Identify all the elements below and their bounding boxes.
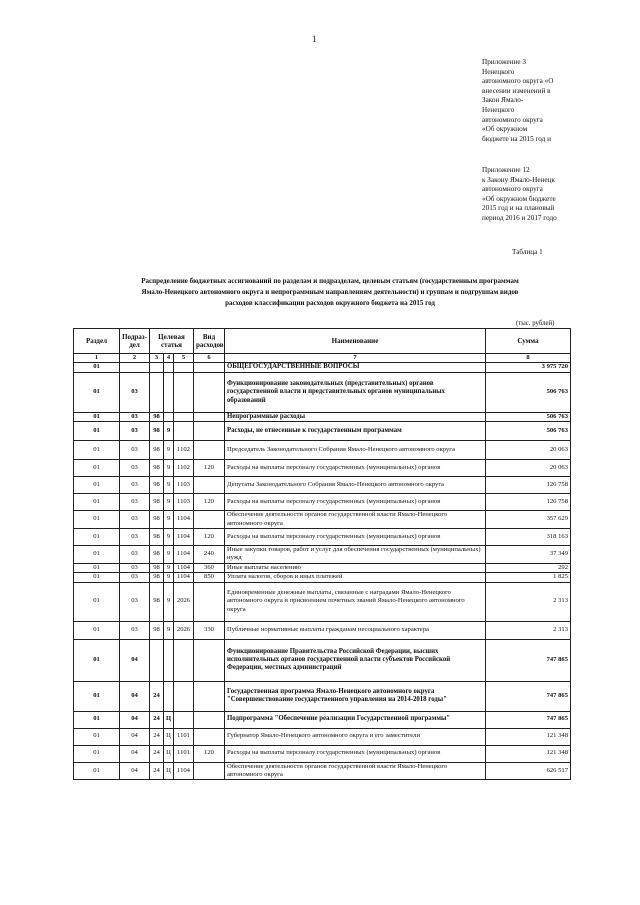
cell-subprogram: 9	[164, 529, 174, 546]
appendix-line: Закон Ямало-	[482, 96, 524, 105]
cell-sum: 20 063	[486, 460, 571, 477]
cell-subprogram: 9	[164, 546, 174, 564]
cell-sum: 292	[486, 563, 571, 572]
cell-direction: 1102	[174, 441, 194, 460]
cell-program: 24	[150, 711, 164, 728]
cell-name: Обеспечение деятельности органов государственной власти Ямало-Ненецкого автономного округа	[225, 511, 486, 529]
cell-podrazdel: 04	[120, 745, 150, 762]
budget-table	[73, 328, 571, 780]
cell-subprogram	[164, 412, 174, 421]
cell-name: ОБЩЕГОСУДАРСТВЕННЫЕ ВОПРОСЫ	[225, 363, 486, 372]
cell-direction	[174, 681, 194, 711]
cell-program: 98	[150, 546, 164, 564]
cell-subprogram	[164, 681, 174, 711]
cell-name: Публичные нормативные выплаты гражданам несоциального характера	[225, 621, 486, 639]
col-number: 1	[74, 354, 120, 363]
cell-direction	[174, 711, 194, 728]
cell-program	[150, 639, 164, 681]
cell-razdel: 01	[74, 529, 120, 546]
cell-podrazdel: 03	[120, 546, 150, 564]
cell-vid: 330	[194, 621, 225, 639]
cell-sum: 506 763	[486, 372, 571, 412]
title-line: Ямало-Ненецкого автономного округа и непрограммным направлениям деятельности) и группам и подгруппам видов	[141, 288, 519, 296]
cell-podrazdel: 03	[120, 621, 150, 639]
header-celevaya: Целевая статья	[150, 329, 194, 354]
cell-subprogram: 9	[164, 477, 174, 494]
column-number-row	[74, 354, 571, 363]
col-number: 5	[174, 354, 194, 363]
cell-name: Единовременные денежные выплаты, связанные с наградами Ямало-Ненецкого автономного округа и присвоением почетных званий Ямало-Ненецкого автономного округа	[225, 582, 486, 621]
cell-sum: 126 758	[486, 477, 571, 494]
cell-direction: 2026	[174, 582, 194, 621]
cell-direction: 1103	[174, 494, 194, 511]
cell-name: Обеспечение деятельности органов государственной власти Ямало-Ненецкого автономного округа	[225, 762, 486, 780]
header-vid: Вид расходов	[194, 329, 225, 354]
appendix-line: Приложение 3	[482, 58, 526, 66]
cell-program: 98	[150, 460, 164, 477]
table-label: Таблица 1	[512, 248, 543, 256]
cell-name: Расходы на выплаты персоналу государственных (муниципальных) органов	[225, 529, 486, 546]
table-row	[74, 477, 571, 494]
appendix-line: Приложение 12	[482, 166, 530, 174]
col-number: 8	[486, 354, 571, 363]
cell-razdel: 01	[74, 573, 120, 582]
cell-vid	[194, 511, 225, 529]
cell-podrazdel: 03	[120, 412, 150, 421]
table-row	[74, 460, 571, 477]
page-number: 1	[312, 34, 317, 44]
cell-razdel: 01	[74, 621, 120, 639]
cell-vid	[194, 412, 225, 421]
cell-sum: 20 063	[486, 441, 571, 460]
cell-sum: 506 763	[486, 422, 571, 441]
appendix-12-note	[482, 166, 632, 224]
cell-vid: 120	[194, 745, 225, 762]
appendix-line: автономного округа	[482, 185, 543, 194]
cell-podrazdel: 03	[120, 494, 150, 511]
cell-program: 98	[150, 529, 164, 546]
table-row	[74, 728, 571, 745]
cell-sum: 3 975 720	[486, 363, 571, 372]
table-row	[74, 529, 571, 546]
cell-podrazdel: 03	[120, 477, 150, 494]
cell-program: 98	[150, 422, 164, 441]
cell-sum: 2 313	[486, 621, 571, 639]
cell-sum: 747 865	[486, 681, 571, 711]
cell-program: 98	[150, 573, 164, 582]
appendix-line: «Об окружном	[482, 125, 528, 134]
appendix-line: период 2016 и 2017 годо	[482, 213, 557, 222]
cell-subprogram	[164, 363, 174, 372]
cell-vid: 120	[194, 460, 225, 477]
cell-sum: 318 163	[486, 529, 571, 546]
cell-podrazdel: 04	[120, 639, 150, 681]
table-row	[74, 494, 571, 511]
cell-subprogram: Ц	[164, 711, 174, 728]
table-row	[74, 422, 571, 441]
cell-razdel: 01	[74, 728, 120, 745]
cell-direction	[174, 372, 194, 412]
cell-razdel: 01	[74, 372, 120, 412]
cell-razdel: 01	[74, 460, 120, 477]
cell-subprogram: 9	[164, 582, 174, 621]
cell-program	[150, 363, 164, 372]
cell-razdel: 01	[74, 745, 120, 762]
header-sum: Сумма	[486, 329, 571, 354]
cell-program: 98	[150, 477, 164, 494]
cell-razdel: 01	[74, 422, 120, 441]
table-row	[74, 621, 571, 639]
col-number: 6	[194, 354, 225, 363]
table-row	[74, 363, 571, 372]
cell-podrazdel: 03	[120, 582, 150, 621]
cell-name: Расходы на выплаты персоналу государственных (муниципальных) органов	[225, 494, 486, 511]
cell-program: 98	[150, 563, 164, 572]
cell-name: Расходы на выплаты персоналу государственных (муниципальных) органов	[225, 460, 486, 477]
cell-podrazdel: 03	[120, 460, 150, 477]
table-header-row	[74, 329, 571, 354]
table-row	[74, 639, 571, 681]
document-title	[80, 276, 580, 309]
cell-vid	[194, 711, 225, 728]
cell-name: Депутаты Законодательного Собрания Ямало-Ненецкого автономного округа	[225, 477, 486, 494]
cell-podrazdel: 03	[120, 441, 150, 460]
cell-direction: 1103	[174, 477, 194, 494]
cell-subprogram: 9	[164, 563, 174, 572]
cell-program: 98	[150, 494, 164, 511]
cell-vid	[194, 477, 225, 494]
cell-vid	[194, 582, 225, 621]
cell-podrazdel: 04	[120, 711, 150, 728]
cell-name: Иные закупки товаров, работ и услуг для обеспечения государственных (муниципальных) нужд	[225, 546, 486, 564]
cell-subprogram: Ц	[164, 745, 174, 762]
col-number: 7	[225, 354, 486, 363]
cell-razdel: 01	[74, 563, 120, 572]
header-razdel: Раздел	[74, 329, 120, 354]
cell-program: 98	[150, 582, 164, 621]
cell-podrazdel: 04	[120, 762, 150, 780]
cell-vid	[194, 762, 225, 780]
appendix-line: бюджете на 2015 год и	[482, 134, 551, 143]
cell-direction: 1104	[174, 511, 194, 529]
header-podrazdel: Подраз-дел	[120, 329, 150, 354]
cell-podrazdel: 03	[120, 372, 150, 412]
col-number: 2	[120, 354, 150, 363]
cell-razdel: 01	[74, 762, 120, 780]
table-row	[74, 681, 571, 711]
cell-razdel: 01	[74, 477, 120, 494]
cell-podrazdel: 04	[120, 681, 150, 711]
cell-name: Председатель Законодательного Собрания Ямало-Ненецкого автономного округа	[225, 441, 486, 460]
title-line: расходов классификации расходов окружного бюджета на 2015 год	[225, 299, 435, 307]
cell-podrazdel: 03	[120, 573, 150, 582]
cell-sum: 2 313	[486, 582, 571, 621]
cell-podrazdel: 03	[120, 422, 150, 441]
table-row	[74, 412, 571, 421]
cell-direction: 1101	[174, 745, 194, 762]
appendix-line: автономного округа «О	[482, 77, 554, 86]
cell-subprogram	[164, 372, 174, 412]
header-name: Наименование	[225, 329, 486, 354]
cell-sum: 747 865	[486, 639, 571, 681]
cell-razdel: 01	[74, 511, 120, 529]
cell-vid: 360	[194, 563, 225, 572]
cell-program: 98	[150, 441, 164, 460]
cell-sum: 37 349	[486, 546, 571, 564]
cell-razdel: 01	[74, 711, 120, 728]
cell-podrazdel: 03	[120, 529, 150, 546]
appendix-line: Ненецкого	[482, 67, 515, 76]
cell-vid: 240	[194, 546, 225, 564]
cell-sum: 506 763	[486, 412, 571, 421]
table-body	[74, 363, 571, 780]
table-row	[74, 441, 571, 460]
cell-subprogram: Ц	[164, 728, 174, 745]
cell-direction: 1104	[174, 573, 194, 582]
cell-program: 98	[150, 621, 164, 639]
cell-program: 98	[150, 412, 164, 421]
cell-vid	[194, 639, 225, 681]
cell-subprogram: 9	[164, 621, 174, 639]
cell-podrazdel: 03	[120, 563, 150, 572]
table-row	[74, 762, 571, 780]
cell-name: Расходы, не отнесенные к государственным программам	[225, 422, 486, 441]
cell-subprogram: 9	[164, 573, 174, 582]
cell-program	[150, 372, 164, 412]
table-row	[74, 745, 571, 762]
cell-subprogram: 9	[164, 511, 174, 529]
cell-program: 98	[150, 511, 164, 529]
cell-name: Губернатор Ямало-Ненецкого автономного округа и его заместители	[225, 728, 486, 745]
cell-name: Функционирование законодательных (представительных) органов государственной власти и представительных органов муниципальных образований	[225, 372, 486, 412]
table-row	[74, 546, 571, 564]
cell-subprogram: 9	[164, 422, 174, 441]
cell-vid	[194, 728, 225, 745]
cell-name: Уплата налогов, сборов и иных платежей	[225, 573, 486, 582]
cell-sum: 121 348	[486, 728, 571, 745]
appendix-line: автономного округа	[482, 115, 543, 124]
cell-sum: 747 865	[486, 711, 571, 728]
cell-sum: 626 517	[486, 762, 571, 780]
cell-razdel: 01	[74, 639, 120, 681]
table-row	[74, 372, 571, 412]
cell-subprogram	[164, 639, 174, 681]
cell-program: 24	[150, 728, 164, 745]
cell-sum: 1 825	[486, 573, 571, 582]
cell-program: 24	[150, 762, 164, 780]
table-row	[74, 511, 571, 529]
cell-vid: 850	[194, 573, 225, 582]
cell-name: Государственная программа Ямало-Ненецкого автономного округа "Совершенствование государственного управления на 2014-2018 годы"	[225, 681, 486, 711]
cell-vid	[194, 681, 225, 711]
appendix-line: 2015 год и на плановый	[482, 204, 555, 213]
cell-podrazdel: 03	[120, 511, 150, 529]
cell-direction	[174, 639, 194, 681]
cell-direction	[174, 412, 194, 421]
table-row	[74, 573, 571, 582]
units-note: (тыс. рублей)	[516, 320, 555, 327]
cell-subprogram: 9	[164, 441, 174, 460]
table-row	[74, 582, 571, 621]
cell-name: Иные выплаты населению	[225, 563, 486, 572]
cell-sum: 121 348	[486, 745, 571, 762]
cell-vid	[194, 363, 225, 372]
appendix-line: к Закону Ямало-Ненецк	[482, 175, 555, 184]
cell-razdel: 01	[74, 412, 120, 421]
cell-razdel: 01	[74, 494, 120, 511]
cell-vid: 120	[194, 494, 225, 511]
appendix-3-note	[482, 58, 632, 144]
cell-name: Непрограммные расходы	[225, 412, 486, 421]
cell-direction: 1104	[174, 546, 194, 564]
col-number: 3	[150, 354, 164, 363]
cell-subprogram: Ц	[164, 762, 174, 780]
cell-razdel: 01	[74, 363, 120, 372]
cell-direction: 1104	[174, 563, 194, 572]
cell-direction: 1104	[174, 529, 194, 546]
cell-subprogram: 9	[164, 494, 174, 511]
appendix-line: Ненецкого	[482, 105, 515, 114]
col-number: 4	[164, 354, 174, 363]
cell-vid: 120	[194, 529, 225, 546]
cell-direction: 1101	[174, 728, 194, 745]
cell-program: 24	[150, 745, 164, 762]
cell-vid	[194, 422, 225, 441]
cell-razdel: 01	[74, 546, 120, 564]
cell-direction: 2026	[174, 621, 194, 639]
cell-podrazdel: 04	[120, 728, 150, 745]
cell-razdel: 01	[74, 681, 120, 711]
cell-direction: 1102	[174, 460, 194, 477]
cell-name: Расходы на выплаты персоналу государственных (муниципальных) органов	[225, 745, 486, 762]
table-row	[74, 563, 571, 572]
cell-direction	[174, 422, 194, 441]
appendix-line: внесении изменений в	[482, 86, 551, 95]
cell-podrazdel	[120, 363, 150, 372]
cell-name: Функционирование Правительства Российской Федерации, высших исполнительных органов государственной власти субъектов Российской Федерации, местных администраций	[225, 639, 486, 681]
cell-program: 24	[150, 681, 164, 711]
cell-direction	[174, 363, 194, 372]
cell-subprogram: 9	[164, 460, 174, 477]
appendix-line: «Об окружном бюджете	[482, 194, 556, 203]
cell-vid	[194, 372, 225, 412]
table-row	[74, 711, 571, 728]
cell-vid	[194, 441, 225, 460]
cell-sum: 357 629	[486, 511, 571, 529]
cell-name: Подпрограмма "Обеспечение реализации Государственной программы"	[225, 711, 486, 728]
cell-razdel: 01	[74, 441, 120, 460]
cell-razdel: 01	[74, 582, 120, 621]
cell-direction: 1104	[174, 762, 194, 780]
cell-sum: 126 758	[486, 494, 571, 511]
title-line: Распределение бюджетных ассигнований по разделам и подразделам, целевым статьям (государственным программам	[141, 277, 519, 285]
